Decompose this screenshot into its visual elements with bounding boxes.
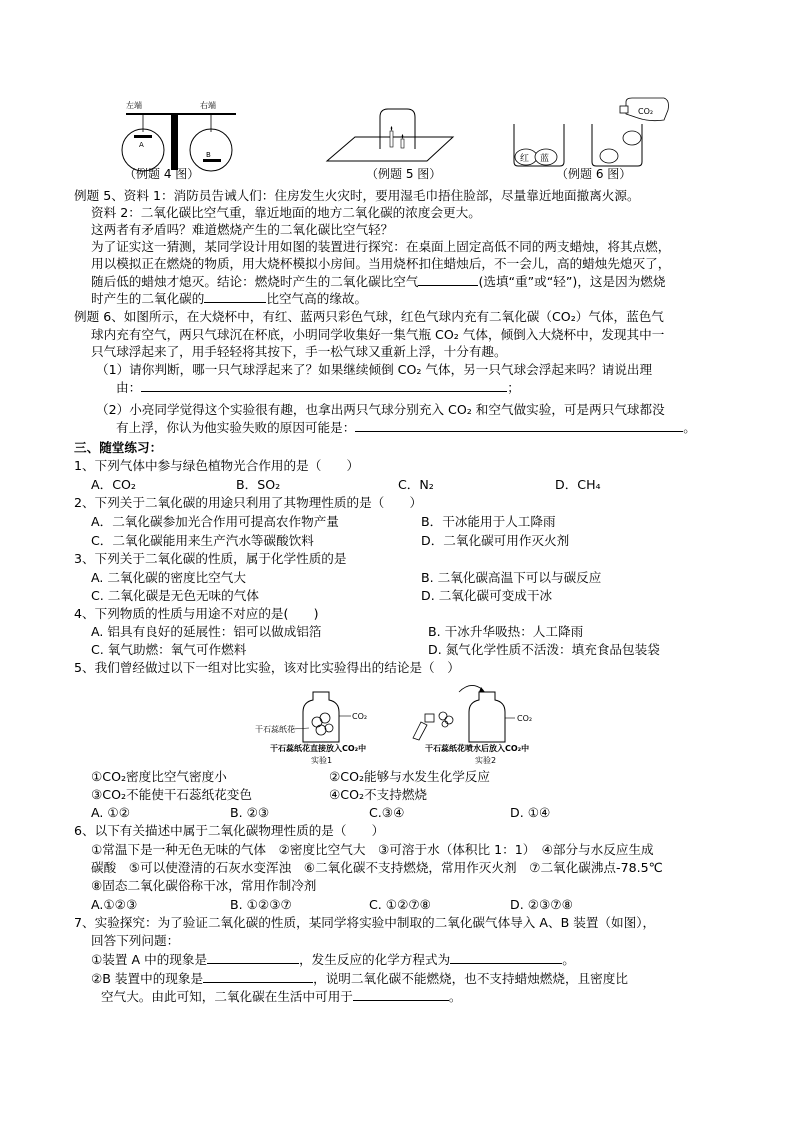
figure-candles-beaker xyxy=(325,103,455,163)
answer-blank-heavier[interactable] xyxy=(418,274,478,286)
figure-balloons-beaker xyxy=(508,96,674,168)
fig5-caption: （例题 5 图） xyxy=(366,167,442,181)
q5-option-b[interactable]: B. ②③ xyxy=(230,805,270,820)
ex5-line7 xyxy=(91,291,367,307)
q6-statements-line3: ⑧固态二氧化碳俗称干冰，常用作制冷剂 xyxy=(91,878,317,893)
q6-option-a[interactable]: A.①②③ xyxy=(91,897,138,912)
balloons-beaker-diagram xyxy=(508,96,674,168)
q1-option-d[interactable]: D．CH₄ xyxy=(555,477,601,492)
q3-option-a[interactable]: A. 二氧化碳的密度比空气大 xyxy=(91,570,246,585)
ex5-line3: 这两者有矛盾吗？难道燃烧产生的二氧化碳比空气轻？ xyxy=(91,222,394,237)
q2-option-b[interactable]: B．干冰能用于人工降雨 xyxy=(421,514,556,529)
q3-option-d[interactable]: D. 二氧化碳可变成干冰 xyxy=(421,588,553,603)
left-end-label: 左端 xyxy=(126,101,142,110)
q4-option-b[interactable]: B. 干冰升华吸热：人工降雨 xyxy=(428,624,584,639)
ex6-q1-answer xyxy=(116,380,520,396)
blue-balloon-label: 蓝 xyxy=(540,154,550,164)
q7-line4-text: ②B 装置中的现象是 xyxy=(91,971,204,986)
q4-option-c[interactable]: C. 氧气助燃：氧气可作燃料 xyxy=(91,642,247,657)
q7-line5-text: 空气大。由此可知，二氧化碳在生活中可用于 xyxy=(101,989,353,1004)
q1-stem: 1、下列气体中参与绿色植物光合作用的是（ ） xyxy=(74,458,360,473)
ex6-q2: （2）小亮同学觉得这个实验很有趣，也拿出两只气球分别充入 CO₂ 和空气做实验，可是两只气球都没 xyxy=(96,402,665,417)
candle-diagram xyxy=(325,103,455,163)
exp1-label: 实验1 xyxy=(311,756,333,765)
q2-stem: 2、下列关于二氧化碳的用途只利用了其物理性质的是（ ） xyxy=(74,495,423,510)
co2-label: CO₂ xyxy=(638,107,654,116)
q5-stem: 5、我们曾经做过以下一组对比实验，该对比实验得出的结论是（ ） xyxy=(74,660,460,675)
exp1-caption: 干石蕊纸花直接放入CO₂中 xyxy=(270,744,367,753)
q5-experiment-figure xyxy=(255,678,555,768)
q2-option-a[interactable]: A．二氧化碳参加光合作用可提高农作物产量 xyxy=(91,514,339,529)
q1-option-b[interactable]: B．SO₂ xyxy=(236,477,281,492)
q3-stem: 3、下列关于二氧化碳的性质，属于化学性质的是 xyxy=(74,551,347,566)
q5-statement-4: ④CO₂不支持燃烧 xyxy=(329,787,428,802)
co2-label-exp2: CO₂ xyxy=(517,714,533,723)
q7-stem: 7、实验探究：为了验证二氧化碳的性质，某同学将实验中制取的二氧化碳气体导入 A、B 装置（如图）， xyxy=(74,915,656,930)
answer-blank-phenomenon-a[interactable] xyxy=(207,952,299,964)
exp2-label: 实验2 xyxy=(475,756,497,765)
ex6-q1-reason: 由： xyxy=(116,380,142,395)
q5-statement-1: ①CO₂密度比空气密度小 xyxy=(91,769,227,784)
q7-line5 xyxy=(101,989,461,1005)
q2-option-c[interactable]: C．二氧化碳能用来生产汽水等碳酸饮料 xyxy=(91,533,314,548)
ex5-line1: 例题 5、资料 1：消防员告诫人们：住房发生火灾时，要用湿毛巾捂住脸部，尽量靠近地面撤离火源。 xyxy=(74,188,640,203)
ex5-line5: 用以模拟正在燃烧的物质，用大烧杯模拟小房间。当用烧杯扣住蜡烛后，不一会儿，高的蜡烛先熄灭了， xyxy=(91,256,671,271)
q2-option-d[interactable]: D．二氧化碳可用作灭火剂 xyxy=(421,533,570,548)
q4-option-d[interactable]: D. 氮气化学性质不活泼：填充食品包装袋 xyxy=(428,642,660,657)
fig6-caption: （例题 6 图） xyxy=(556,167,632,181)
q6-option-c[interactable]: C. ①②⑦⑧ xyxy=(369,897,431,912)
answer-blank-failure-reason[interactable] xyxy=(355,420,683,432)
ex5-line6-tail: (选填“重”或“轻”)，这是因为燃烧 xyxy=(478,274,666,289)
q1-option-c[interactable]: C．N₂ xyxy=(398,477,434,492)
section-title: 三、随堂练习： xyxy=(74,440,163,455)
q7-line3 xyxy=(91,952,575,968)
experiment-diagram xyxy=(255,678,555,768)
ex5-line2: 资料 2：二氧化碳比空气重，靠近地面的地方二氧化碳的浓度会更大。 xyxy=(91,205,481,220)
ex6-q2-answer xyxy=(116,420,696,436)
ex5-line6-text: 随后低的蜡烛才熄灭。结论：燃烧时产生的二氧化碳比空气 xyxy=(91,274,419,289)
ex6-q2-end: 。 xyxy=(683,420,696,435)
q4-stem: 4、下列物质的性质与用途不对应的是( ) xyxy=(74,606,319,621)
q7-line2: 回答下列问题： xyxy=(91,933,180,948)
label-b: B xyxy=(206,151,211,159)
ex5-line6 xyxy=(91,274,666,290)
flower-label: 干石蕊纸花 xyxy=(255,725,295,734)
answer-blank-phenomenon-b[interactable] xyxy=(203,971,313,983)
ex6-line2: 球内充有空气，两只气球沉在杯底，小明同学收集好一集气瓶 CO₂ 气体，倾倒入大烧杯中，发现其中一 xyxy=(91,327,665,342)
label-a: A xyxy=(139,141,144,149)
q7-line5-end: 。 xyxy=(448,989,462,1004)
red-balloon-label: 红 xyxy=(520,154,530,164)
q5-statement-2: ②CO₂能够与水发生化学反应 xyxy=(329,769,490,784)
q7-line4 xyxy=(91,971,628,987)
q7-line3-end: 。 xyxy=(562,952,575,967)
q7-line4-tail: ，说明二氧化碳不能燃烧，也不支持蜡烛燃烧，且密度比 xyxy=(313,971,628,986)
right-end-label: 右端 xyxy=(200,101,216,110)
answer-blank-equation[interactable] xyxy=(450,952,562,964)
q6-stem: 6、以下有关描述中属于二氧化碳物理性质的是（ ） xyxy=(74,823,385,838)
q7-line3-mid: ，发生反应的化学方程式为 xyxy=(299,952,451,967)
q5-option-a[interactable]: A. ①② xyxy=(91,805,130,820)
answer-blank-reason[interactable] xyxy=(141,380,507,392)
ex6-line3: 只气球浮起来了，用手轻轻将其按下，手一松气球又重新上浮，十分有趣。 xyxy=(91,344,507,359)
q7-line3-text: ①装置 A 中的现象是 xyxy=(91,952,208,967)
q6-option-d[interactable]: D. ②③⑦⑧ xyxy=(510,897,573,912)
ex6-line1: 例题 6、如图所示，在大烧杯中，有红、蓝两只彩色气球，红色气球内充有二氧化碳（CO₂）气体，蓝色气 xyxy=(74,309,664,324)
q1-option-a[interactable]: A．CO₂ xyxy=(91,477,136,492)
ex5-line4: 为了证实这一猜测，某同学设计用如图的装置进行探究：在桌面上固定高低不同的两支蜡烛，将其点燃， xyxy=(91,239,671,254)
answer-blank-temperature[interactable] xyxy=(204,291,266,303)
co2-label-exp1: CO₂ xyxy=(352,712,368,721)
ex6-q2-text: 有上浮，你认为他实验失败的原因可能是： xyxy=(116,420,356,435)
q5-option-d[interactable]: D. ①④ xyxy=(510,805,551,820)
ex6-q1-end: ； xyxy=(507,380,520,395)
answer-blank-usage[interactable] xyxy=(353,989,449,1001)
q5-option-c[interactable]: C.③④ xyxy=(369,805,405,820)
q6-statements-line2: 碳酸 ⑤可以使澄清的石灰水变浑浊 ⑥二氧化碳不支持燃烧，常用作灭火剂 ⑦二氧化碳沸点-78.5℃ xyxy=(91,860,663,875)
ex5-line7-text: 时产生的二氧化碳的 xyxy=(91,291,205,306)
ex5-line7-tail: 比空气高的缘故。 xyxy=(266,291,368,306)
exp2-caption: 干石蕊纸花喷水后放入CO₂中 xyxy=(425,744,530,753)
fig4-caption: （例题 4 图） xyxy=(124,167,200,181)
ex6-q1: （1）请你判断，哪一只气球浮起来了？如果继续倾倒 CO₂ 气体，另一只气球会浮起来吗？请说出理 xyxy=(96,362,653,377)
q6-statements-line1: ①常温下是一种无色无味的气体 ②密度比空气大 ③可溶于水（体积比 1：1） ④部分与水反应生成 xyxy=(91,842,654,857)
q6-option-b[interactable]: B. ①②③⑦ xyxy=(230,897,292,912)
q5-statement-3: ③CO₂不能使干石蕊纸花变色 xyxy=(91,787,252,802)
q3-option-b[interactable]: B. 二氧化碳高温下可以与碳反应 xyxy=(421,570,602,585)
q4-option-a[interactable]: A. 铝具有良好的延展性：铝可以做成铝箔 xyxy=(91,624,322,639)
q3-option-c[interactable]: C. 二氧化碳是无色无味的气体 xyxy=(91,588,259,603)
